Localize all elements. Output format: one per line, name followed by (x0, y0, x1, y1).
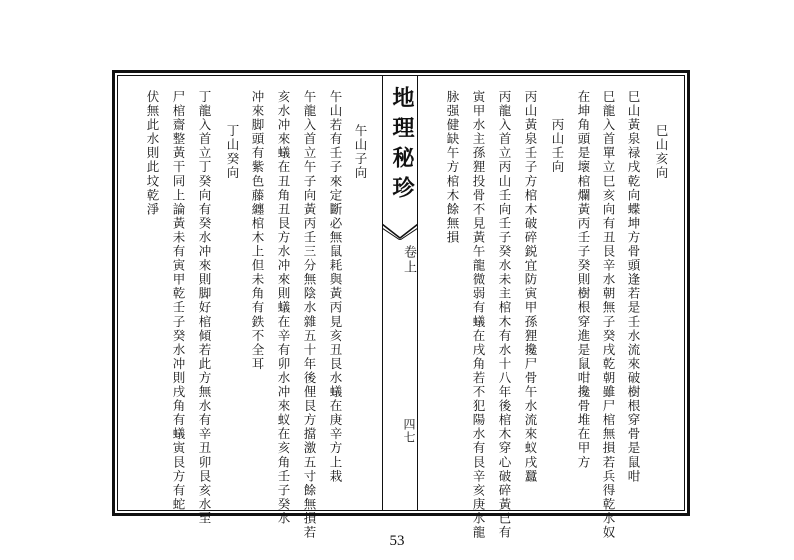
leaf-number: 四七 (402, 418, 416, 444)
text-column: 寅甲水主孫狸投骨不見黃午龍微弱有蟻在戌角若不犯陽水有艮辛亥庚水龍 (471, 90, 486, 540)
text-column: 丙龍入首立丙山壬向壬子癸水未主棺木有水十八年後棺木穿心破碎黃已有 (497, 90, 512, 540)
section-heading: 丁山癸向 (225, 124, 240, 181)
fishtail-mark (382, 222, 418, 240)
text-column: 伏無此水則此坟乾淨 (145, 90, 160, 217)
text-column: 丁龍入首立丁癸向有癸水冲來則脚好棺傾若此方無水有辛丑卯艮亥水至 (197, 90, 212, 526)
text-column: 午山若有壬子來定斷必無鼠耗與黃丙見亥丑艮水蟻在庚辛方上栽 (328, 90, 343, 484)
section-heading: 午山子向 (353, 124, 368, 181)
volume-label: 卷上 (401, 245, 416, 275)
book-title: 地理秘珍 (389, 86, 415, 206)
text-column: 丙山黃泉壬子方棺木破碎鋭宜防寅甲孫狸攙尸骨午水流來蚁戌蠶 (523, 90, 538, 484)
text-column: 尸棺齋整黃干同上論黃未有寅甲乾壬子癸水冲則戌角有蟻寅艮方有蛇 (171, 90, 186, 512)
section-heading: 巳山亥向 (654, 124, 669, 181)
page-number: 53 (389, 533, 405, 549)
text-column: 巳龍入首單立巳亥向有丑艮辛水朝無子癸戌乾朝雖尸棺無損若兵得乾水奴 (601, 90, 616, 540)
section-heading: 丙山壬向 (550, 118, 565, 175)
text-column: 午龍入首立午子向黃丙壬三分無陰水雜五十年後俚艮方擋激五寸餘無損若 (302, 90, 317, 540)
text-column: 亥水冲來蟻在丑角丑艮方水冲來則蟻在辛有卯水冲來蚁在亥角壬子癸水 (276, 90, 291, 526)
text-column: 巳山黃泉禄戌乾向蝶坤方骨頭逢若是壬水流來破樹根穿骨是鼠咁 (626, 90, 641, 484)
text-column: 在坤角頭是壞棺爛黃丙壬子癸則樹根穿進是鼠咁攙骨堆在甲方 (576, 90, 591, 470)
text-column: 冲來脚頭有紫色藤纏棺木上但未角有鉄不全耳 (250, 90, 265, 371)
text-column: 脉强健缺午方棺木餘無損 (445, 90, 460, 245)
